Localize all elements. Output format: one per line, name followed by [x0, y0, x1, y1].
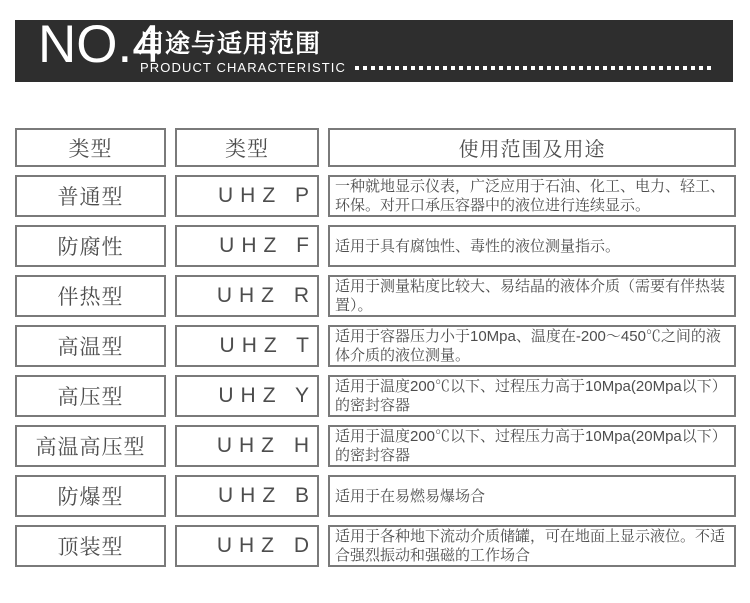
type-cell: 顶装型: [15, 525, 166, 567]
model-cell: UHZ D: [175, 525, 319, 567]
type-cell: 高温高压型: [15, 425, 166, 467]
type-cell: 普通型: [15, 175, 166, 217]
model-cell: UHZ R: [175, 275, 319, 317]
type-cell: 高温型: [15, 325, 166, 367]
usage-cell: 适用于温度200℃以下、过程压力高于10Mpa(20Mpa以下）的密封容器: [328, 375, 736, 417]
usage-cell: 适用于测量粘度比较大、易结晶的液体介质（需要有伴热装置）。: [328, 275, 736, 317]
model-cell: UHZ P: [175, 175, 319, 217]
product-spec-table: [15, 128, 736, 567]
usage-cell: 适用于温度200℃以下、过程压力高于10Mpa(20Mpa以下）的密封容器: [328, 425, 736, 467]
section-subtitle: PRODUCT CHARACTERISTIC: [140, 60, 346, 75]
header-model-column: 类型: [175, 128, 319, 167]
section-subtitle-row: [140, 61, 711, 74]
section-banner: [15, 15, 733, 82]
usage-cell: 适用于各种地下流动介质储罐，可在地面上显示液位。不适合强烈振动和强磁的工作场合: [328, 525, 736, 567]
type-cell: 高压型: [15, 375, 166, 417]
usage-cell: 适用于容器压力小于10Mpa、温度在-200～450℃之间的液体介质的液位测量。: [328, 325, 736, 367]
section-title: 用途与适用范围: [139, 30, 322, 58]
header-usage-column: 使用范围及用途: [328, 128, 736, 167]
type-cell: 防爆型: [15, 475, 166, 517]
model-cell: UHZ B: [175, 475, 319, 517]
model-cell: UHZ Y: [175, 375, 319, 417]
type-cell: 伴热型: [15, 275, 166, 317]
dotted-line-decoration: [355, 66, 711, 70]
header-type-column: 类型: [15, 128, 166, 167]
model-cell: UHZ F: [175, 225, 319, 267]
usage-cell: 适用于具有腐蚀性、毒性的液位测量指示。: [328, 225, 736, 267]
model-cell: UHZ T: [175, 325, 319, 367]
section-number: NO.4: [38, 15, 162, 74]
usage-cell: 一种就地显示仪表，广泛应用于石油、化工、电力、轻工、环保。对开口承压容器中的液位进行连续显示。: [328, 175, 736, 217]
type-cell: 防腐性: [15, 225, 166, 267]
model-cell: UHZ H: [175, 425, 319, 467]
usage-cell: 适用于在易燃易爆场合: [328, 475, 736, 517]
